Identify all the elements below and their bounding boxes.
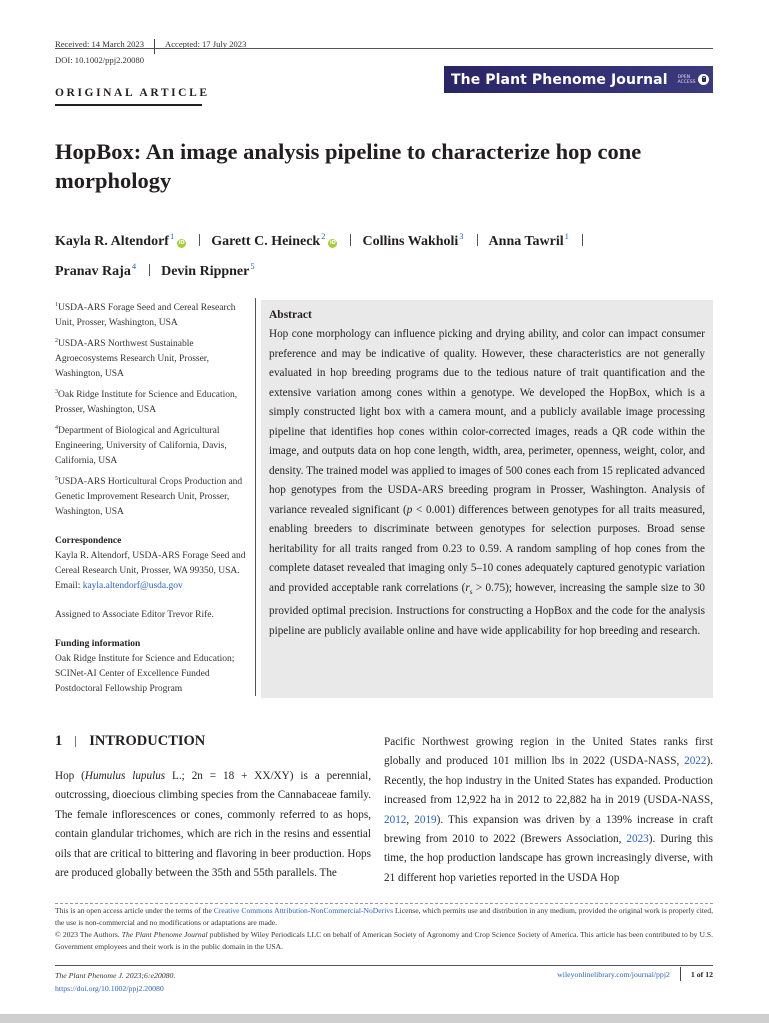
footer-separator (680, 967, 681, 981)
section-title: INTRODUCTION (89, 733, 206, 749)
license-text (55, 905, 713, 929)
abstract-text-part: > 0.75); however, increasing the sample size to 30 provided optimal precision. Instructions for constructing a HopBox and the code for the analysis pipeline are publicly available online and have wide applicability for hop breeding and research. (269, 581, 706, 637)
copyright-part: © 2023 The Authors. (55, 930, 122, 939)
doi-link[interactable]: https://doi.org/10.1002/ppj2.20080 (55, 983, 164, 993)
author-separator (477, 234, 478, 246)
affiliation-number: 5 (55, 476, 58, 482)
orcid-icon[interactable]: iD (330, 240, 336, 246)
journal-banner (444, 66, 713, 93)
affiliation-text: USDA-ARS Horticultural Crops Production and Genetic Improvement Research Unit, Prosser, Washington, USA (55, 477, 243, 517)
license-link[interactable]: Creative Commons Attribution-NonCommercial-NoDerivs (213, 906, 394, 915)
author-separator (149, 264, 150, 276)
affiliation-marker[interactable]: 5 (250, 261, 255, 271)
citation-link[interactable]: 2023 (626, 833, 649, 846)
author[interactable] (488, 231, 569, 249)
open-access-label (678, 75, 696, 85)
body-text: Pacific Northwest growing region in the United States ranks first globally and produced 101 million lbs in 2022 (USDA-NASS, (384, 736, 713, 768)
affiliation-marker[interactable]: 2 (321, 231, 326, 241)
orcid-icon[interactable]: iD (178, 240, 185, 246)
affiliation (55, 385, 251, 418)
author-name[interactable]: Collins Wakholi (362, 234, 459, 249)
author[interactable] (362, 231, 464, 249)
author-separator (582, 234, 583, 246)
affiliation-text: USDA-ARS Northwest Sustainable Agroecosystems Research Unit, Prosser, Washington, USA (55, 339, 209, 379)
footer-citation-block (55, 970, 175, 995)
viewer-bottom-edge (0, 1014, 769, 1023)
abstract-text (269, 325, 705, 641)
body-text: L.; 2n = 18 + XX/XY) is a perennial, outcrossing, dioecious climbing species from the Cannabaceae family. The female inflorescences or cones, commonly referred to as hops, contain glandular trichomes, which are rich in the resins and essential oils that are critical to bittering and flavoring in beer production. Hops are produced globally between the 35th and 55th parallels. The (55, 770, 371, 880)
citation-link[interactable]: 2012 (384, 813, 407, 826)
license-text-part: This is an open access article under the terms of the (55, 906, 214, 915)
correspondence-text: Kayla R. Altendorf, USDA-ARS Forage Seed and Cereal Research Unit, Prosser, WA 99350, USA. (55, 551, 246, 576)
author-separator (199, 234, 200, 246)
divider (154, 39, 155, 54)
author-list (55, 224, 715, 284)
affiliation (55, 421, 251, 469)
article-type: ORIGINAL ARTICLE (55, 87, 210, 99)
abstract-heading: Abstract (269, 309, 312, 321)
footer-citation: The Plant Phenome J. 2023;6:e20080. (55, 971, 176, 980)
correspondence-email-line (55, 579, 251, 594)
affiliation-number: 1 (55, 302, 58, 308)
section-number: 1 (55, 733, 63, 749)
funding-text: Oak Ridge Institute for Science and Education; SCINet-AI Center of Excellence Funded Postdoctoral Fellowship Program (55, 654, 235, 694)
citation-link[interactable]: 2022 (684, 755, 707, 768)
body-column-right (384, 733, 713, 888)
license-divider (55, 903, 713, 904)
header-rule (55, 48, 713, 49)
abstract-box (261, 300, 713, 698)
body-text: ). Recently, the hop industry in the United States has expanded. Production increased from 12,922 ha in 2012 to 22,882 ha in 2019 (USDA-NASS, (384, 755, 713, 807)
article-title: HopBox: An image analysis pipeline to characterize hop cone morphology (55, 139, 642, 193)
author-name[interactable]: Devin Rippner (161, 264, 250, 279)
journal-site-link[interactable]: wileyonlinelibrary.com/journal/ppj2 (557, 970, 670, 979)
footer-right (557, 970, 713, 981)
affiliation (55, 472, 251, 520)
affiliation-number: 4 (55, 425, 58, 431)
abstract-text-part: Hop cone morphology can influence picking and drying ability, and color can impact consumer preference and may be indicative of quality. However, these characteristics are not generally evaluated in hop breeding programs due to the tedious nature of trait quantification and the extensive variation among cones within a genotype. We developed the HopBox, which is a simply constructed light box with a camera mount, and a publicly available image processing pipeline that identifies hop cones within color-corrected images, reads a QR code within the image, and outputs data on hop cone length, width, area, perimeter, openness, weight, color, and density. The trained model was applied to images of 500 cones each from 15 replicated advanced hop genotypes from the USDA-ARS breeding program in Prosser, Washington. Analysis of variance revealed significant ( (269, 328, 705, 516)
author[interactable] (211, 231, 337, 249)
copyright-text (55, 929, 713, 953)
affiliation-marker[interactable]: 1 (564, 231, 569, 241)
footer-rule (55, 965, 713, 966)
email-label: Email: (55, 581, 83, 591)
author-name[interactable]: Kayla R. Altendorf (55, 234, 169, 249)
accepted-date: Accepted: 17 July 2023 (165, 38, 247, 49)
funding-heading: Funding information (55, 639, 141, 649)
article-type-underline (55, 104, 202, 106)
affiliation-text: USDA-ARS Forage Seed and Cereal Research Unit, Prosser, Washington, USA (55, 303, 236, 328)
license-notice (55, 905, 713, 953)
doi: DOI: 10.1002/ppj2.20080 (55, 55, 145, 65)
p-symbol: p (406, 503, 413, 516)
sidebar-divider (255, 298, 256, 696)
associate-editor: Assigned to Associate Editor Trevor Rife. (55, 610, 214, 620)
body-text: Hop ( (55, 770, 85, 782)
author-name[interactable]: Anna Tawril (488, 234, 564, 249)
author[interactable] (55, 261, 137, 279)
affiliation-text: Department of Biological and Agricultural Engineering, University of California, Davis, California, USA (55, 426, 227, 466)
affiliation-marker[interactable]: 4 (131, 261, 137, 271)
license-text-part: License, which permits use and distribution in any medium, provided the original work is properly cited, the use is non-commercial and no modifications or adaptations are made. (55, 906, 713, 927)
received-date: Received: 14 March 2023 (55, 38, 145, 49)
affiliation-number: 3 (55, 389, 58, 395)
journal-name: The Plant Phenome Journal (451, 71, 668, 88)
abstract-text-part: < 0.001) differences between genotypes for all traits measured, enabling breeders to discriminate between genotypes for selection purposes. Broad sense heritability for all traits ranged from 0.23 to 0.59. A random sampling of hop cones from the complete dataset revealed that imaging only 5–10 cones adequately captured genotypic variation and provided acceptable rank correlations ( (269, 503, 705, 594)
section-separator (75, 736, 76, 747)
open-access-line2: ACCESS (677, 79, 696, 85)
r-symbol: r (465, 581, 470, 594)
open-lock-icon (698, 74, 709, 85)
author[interactable] (55, 231, 186, 249)
r-subscript: s (469, 587, 473, 596)
body-text: , (406, 813, 415, 826)
email-link[interactable]: kayla.altendorf@usda.gov (82, 581, 183, 591)
section-heading-introduction (55, 733, 205, 750)
author[interactable] (161, 261, 255, 279)
affiliation-number: 2 (55, 338, 58, 344)
body-text: ). This expansion was driven by a 139% increase in craft brewing from 2010 to 2022 (Brewers Association, (384, 813, 714, 846)
affiliation-marker[interactable]: 1 (169, 231, 175, 241)
affiliation (55, 298, 251, 331)
citation-link[interactable]: 2019 (414, 813, 437, 826)
body-column-left (55, 767, 371, 883)
species-name: Humulus lupulus (84, 770, 166, 782)
page-number: 1 of 12 (690, 970, 713, 979)
affiliation-marker[interactable]: 3 (459, 231, 464, 241)
author-name[interactable]: Pranav Raja (55, 264, 131, 279)
open-access-line1: OPEN (677, 74, 691, 80)
author-name[interactable]: Garett C. Heineck (211, 234, 321, 249)
affiliation (55, 334, 251, 382)
article-info-sidebar (55, 298, 251, 697)
journal-name-italic: The Plant Phenome Journal (121, 930, 208, 939)
affiliation-text: Oak Ridge Institute for Science and Education, Prosser, Washington, USA (55, 390, 238, 415)
copyright-part: published by Wiley Periodicals LLC on behalf of American Society of Agronomy and Crop Science Society of America. This article has been contributed to by U.S. Government employees and their work is in the public domain in the USA. (55, 930, 713, 951)
correspondence-heading: Correspondence (55, 536, 122, 546)
body-text: ). During this time, the hop production landscape has grown increasingly diverse, with 21 different hop varieties reported in the USDA Hop (384, 833, 713, 884)
author-separator (350, 234, 351, 246)
